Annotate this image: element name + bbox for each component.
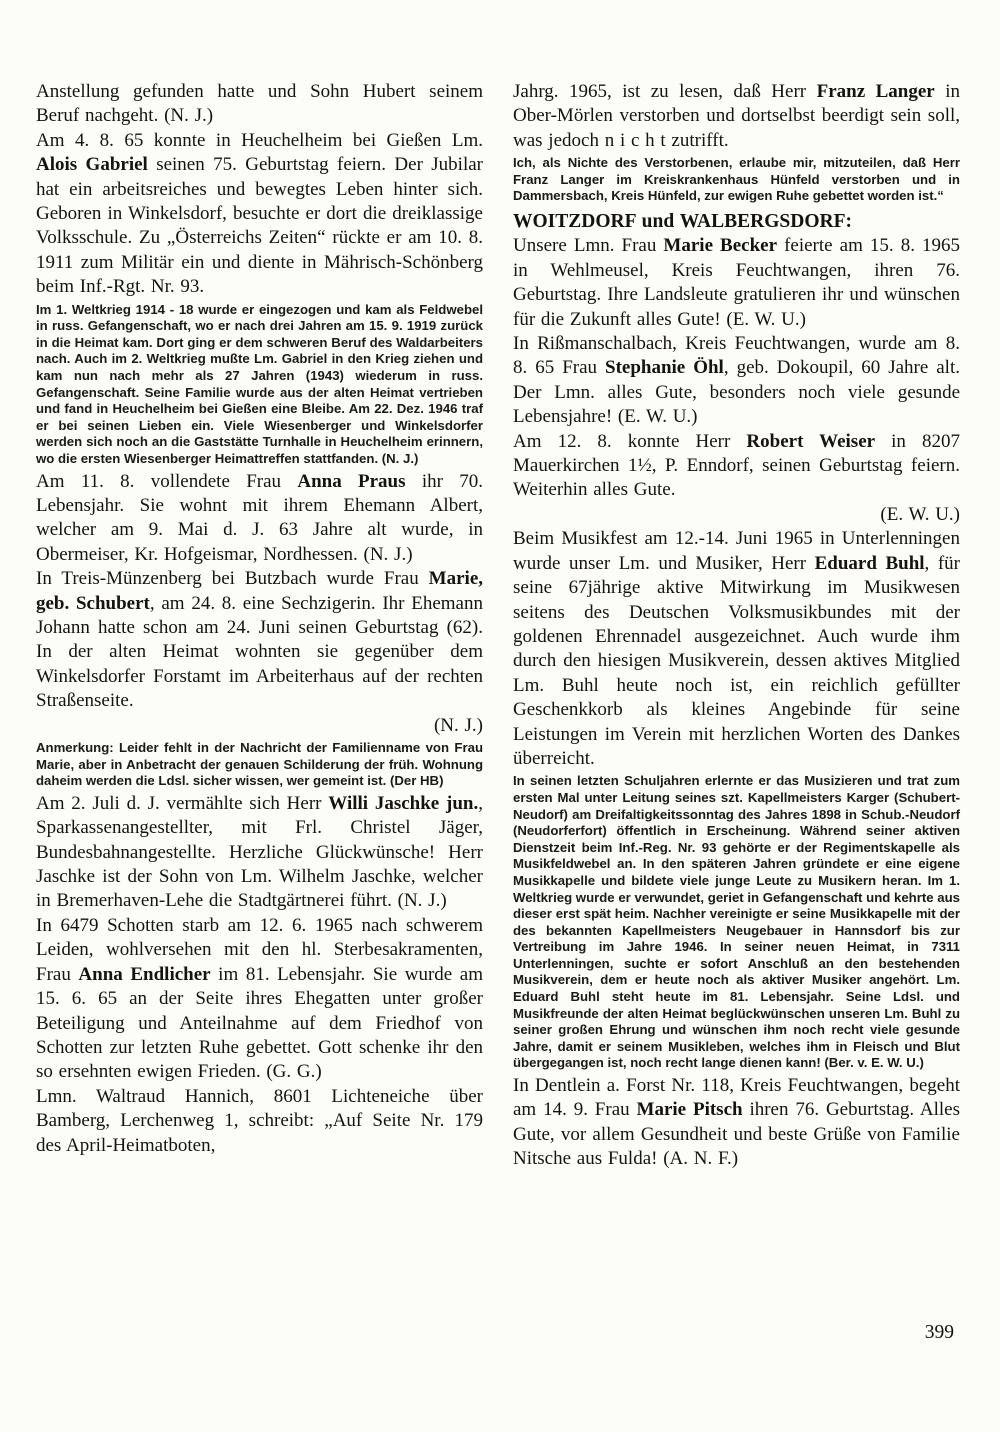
paragraph: In Dentlein a. Forst Nr. 118, Kreis Feuchtwangen, begeht am 14. 9. Frau Marie Pitsch ihren 76. Geburtstag. Alles Gute, vor allem Gesundheit und beste Grüße von Familie Nitsche aus Fulda! (A. N. F.) [513, 1075, 961, 1170]
paragraph: Unsere Lmn. Frau Marie Becker feierte am 15. 8. 1965 in Wehlmeusel, Kreis Feuchtwangen, ihren 76. Geburtstag. Ihre Landsleute gratulieren ihr und wünschen für die Zukunft alles Gute! (E. W. U.) [513, 235, 960, 330]
section-heading: WOITZDORF und WALBERGSDORF: [513, 211, 852, 232]
attribution: (N. J.) [433, 714, 483, 736]
text-columns [36, 80, 960, 1172]
attribution: (E. W. U.) [880, 503, 960, 525]
column-right [513, 80, 960, 1172]
column-left [36, 80, 483, 1172]
paragraph: Am 12. 8. konnte Herr Robert Weiser in 8207 Mauerkirchen 1½, P. Enndorf, seinen Geburtstag feiern. Weiterhin alles Gute. [513, 430, 960, 501]
paragraph: In Treis-Münzenberg bei Butzbach wurde Frau Marie, geb. Schubert, am 24. 8. eine Sechzigerin. Ihr Ehemann Johann hatte schon am 24. Juni seinen Geburtstag (62). In der alten Heimat wohnten sie gegenüber dem Winkelsdorfer Forstamt im Arbeiterhaus auf der rechten Straßenseite. [36, 568, 483, 712]
paragraph: Jahrg. 1965, ist zu lesen, daß Herr Franz Langer in Ober-Mörlen verstorben und dortselbst beerdigt sein soll, was jedoch n i c h t zutrifft. [513, 81, 960, 151]
page-number: 399 [924, 1322, 954, 1343]
fine-print-paragraph: Ich, als Nichte des Verstorbenen, erlaube mir, mitzuteilen, daß Herr Franz Langer im Kreiskrankenhaus Hünfeld verstorben und in Dammersbach, Kreis Hünfeld, zur ewigen Ruhe gebettet worden ist.“ [513, 155, 960, 204]
fine-print-paragraph: In seinen letzten Schuljahren erlernte er das Musizieren und trat zum ersten Mal unter Leitung seines szt. Kapellmeisters Karger (Schubert-Neudorf) am Dreifaltigkeitssonntag des Jahres 1898 in Schub.-Neudorf (Neudorferfort) öffentlich in Erscheinung. Während seiner aktiven Dienstzeit beim Inf.-Reg. Nr. 93 gehörte er der Regimentskapelle als Musikfeldwebel an. In den späteren Jahren gründete er eine eigene Musikkapelle und bildete viele junge Leute zu Musikern heran. Im 1. Weltkrieg wurde er verwundet, geriet in Gefangenschaft und kehrte aus dieser erst spät heim. Nachher vereinigte er seine Musikkapelle mit der des bekannten Kapellmeisters Neugebauer in Hannsdorf bis zur Vertreibung im Jahre 1946. In seiner neuen Heimat, in 7311 Unterlenningen, suchte er sofort Anschluß an den bestehenden Musikverein, dem er heute noch als aktiver Musiker angehört. Lm. Eduard Buhl steht heute im 81. Lebensjahr. Seine Ldsl. und Musikfreunde der alten Heimat beglückwünschen unseren Lm. Buhl zu seiner großen Ehrung und wünschen ihm noch recht viele gesunde Jahre, damit er seinem Musikleben, welches ihm in Fleisch und Blut übergegangen ist, noch recht lange dienen kann! (Ber. v. E. W. U.) [513, 773, 960, 1071]
fine-print-paragraph: Anmerkung: Leider fehlt in der Nachricht der Familienname von Frau Marie, aber in Anbetracht der genauen Schilderung der früh. Wohnung daheim werden die Ldsl. sicher wissen, wer gemeint ist. (Der HB) [36, 740, 483, 789]
fine-print-paragraph: Im 1. Weltkrieg 1914 - 18 wurde er eingezogen und kam als Feldwebel in russ. Gefangenschaft, wo er nach drei Jahren am 15. 9. 1919 zurück in die Heimat kam. Dort ging er dem schweren Beruf des Waldarbeiters nach. Auch im 2. Weltkrieg mußte Lm. Gabriel in den Krieg ziehen und kam nun nach mehr als 27 Jahren (1943) wiederum in russ. Gefangenschaft. Seine Familie wurde aus der alten Heimat vertrieben und fand in Heuchelheim bei Gießen eine Bleibe. Am 22. Dez. 1946 traf er bei seinen Lieben ein. Viele Wiesenberger und Winkelsdorfer werden sich noch an die Gaststätte Turnhalle in Heuchelheim erinnern, wo die ersten Wiesenberger Heimattreffen stattfanden. (N. J.) [36, 301, 483, 466]
paragraph: Anstellung gefunden hatte und Sohn Hubert seinem Beruf nachgeht. (N. J.) [36, 81, 483, 127]
paragraph: Beim Musikfest am 12.-14. Juni 1965 in Unterlenningen wurde unser Lm. und Musiker, Herr Eduard Buhl, für seine 67jährige aktive Mitwirkung im Musikwesen seitens des Deutschen Volksmusikbundes mit der goldenen Ehrennadel ausgezeichnet. Auch wurde ihm durch den hiesigen Musikverein, dessen aktives Mitglied Lm. Buhl heute noch ist, ein reichlich gefüllter Geschenkkorb als kleines Angebinde für seine Leistungen im Verein mit herzlichen Worten des Dankes überreicht. [513, 528, 960, 769]
paragraph: Lmn. Waltraud Hannich, 8601 Lichteneiche über Bamberg, Lerchenweg 1, schreibt: „Auf Seite Nr. 179 des April-Heimatboten, [36, 1085, 483, 1156]
paragraph: Am 4. 8. 65 konnte in Heuchelheim bei Gießen Lm. Alois Gabriel seinen 75. Geburtstag feiern. Der Jubilar hat ein arbeitsreiches und bewegtes Leben hinter sich. Geboren in Winkelsdorf, besuchte er dort die dreiklassige Volksschule. Zu „Österreichs Zeiten“ rückte er am 10. 8. 1911 zum Militär ein und diente in Mährisch-Schönberg beim Inf.-Rgt. Nr. 93. [36, 129, 483, 298]
paragraph: Am 11. 8. vollendete Frau Anna Praus ihr 70. Lebensjahr. Sie wohnt mit ihrem Ehemann Albert, welcher am 9. Mai d. J. 63 Jahre alt wurde, in Obermeiser, Kr. Hofgeismar, Nordhessen. (N. J.) [36, 470, 484, 565]
paragraph: In 6479 Schotten starb am 12. 6. 1965 nach schwerem Leiden, wohlversehen mit den hl. Sterbesakramenten, Frau Anna Endlicher im 81. Lebensjahr. Sie wurde am 15. 6. 65 an der Seite ihres Ehegatten unter großer Beteiligung und Anteilnahme auf dem Friedhof von Schotten zur letzten Ruhe gebettet. Gott schenke ihr den so ersehnten ewigen Frieden. (G. G.) [36, 914, 483, 1083]
paragraph: Am 2. Juli d. J. vermählte sich Herr Willi Jaschke jun., Sparkassenangestellter, mit Frl. Christel Jäger, Bundesbahnangestellte. Herzliche Glückwünsche! Herr Jaschke ist der Sohn von Lm. Wilhelm Jaschke, welcher in Bremerhaven-Lehe die Stadtgärtnerei führt. (N. J.) [36, 792, 483, 912]
paragraph: In Rißmanschalbach, Kreis Feuchtwangen, wurde am 8. 8. 65 Frau Stephanie Öhl, geb. Dokoupil, 60 Jahre alt. Der Lmn. alles Gute, besonders noch viele gesunde Lebensjahre! (E. W. U.) [513, 333, 960, 428]
